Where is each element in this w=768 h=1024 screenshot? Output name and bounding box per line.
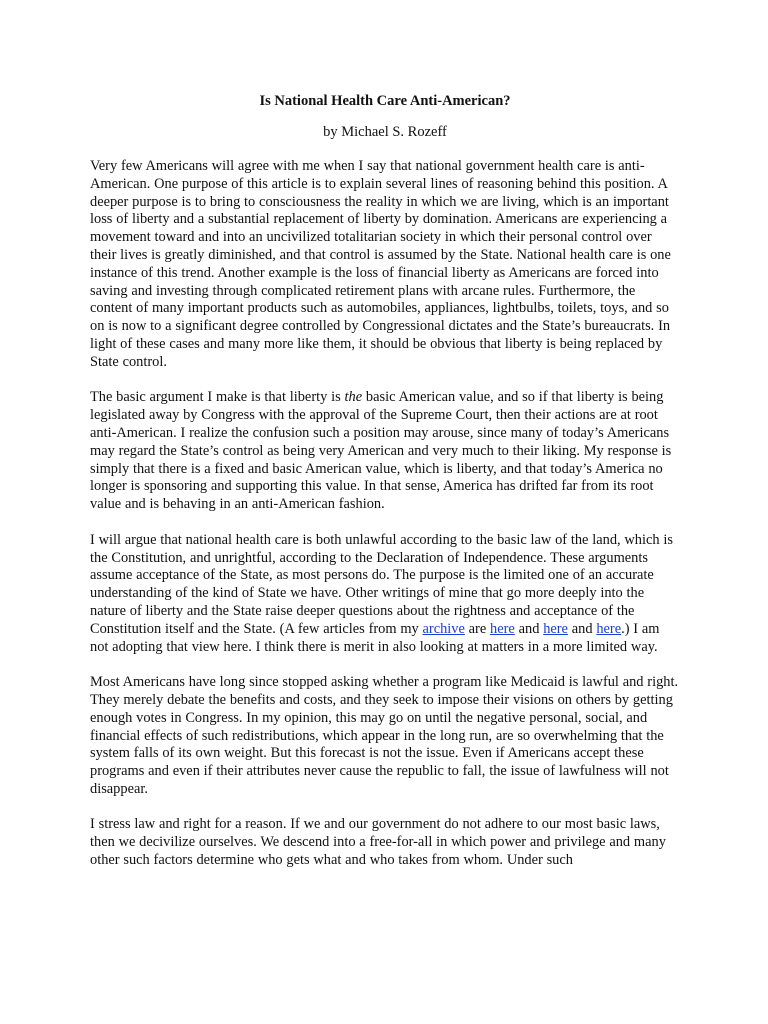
paragraph-2-text-a: The basic argument I make is that liberty is [90, 389, 345, 406]
paragraph-3-text-3: and [514, 620, 544, 637]
article-title: Is National Health Care Anti-American? [259, 93, 511, 109]
paragraph-3-text-5: .) I am not adopting that view here. I think there is merit in also looking at matters in a more limited way. [90, 620, 660, 655]
here-link-1[interactable]: here [490, 620, 515, 637]
archive-link[interactable]: archive [422, 620, 465, 637]
article-byline: by Michael S. Rozeff [323, 124, 447, 140]
paragraph-2-text-b: basic American value, and so if that liberty is being legislated away by Congress with the approval of the Supreme Court, then their actions are at root anti-American. I realize the confusion such a position may arouse, since many of today’s Americans may regard the State’s control as being very American and very much to their liking. My response is simply that there is a fixed and basic American value, which is liberty, and that today’s America no longer is sponsoring and supporting this value. In that sense, America has drifted far from its root value and is behaving in an anti-American fashion. [90, 389, 672, 513]
paragraph-3 [90, 532, 680, 657]
paragraph-3-text-2: are [464, 620, 491, 637]
paragraph-3-text-4: and [567, 620, 597, 637]
paragraph-2 [90, 389, 680, 514]
here-link-2[interactable]: here [543, 620, 568, 637]
paragraph-2-emphasis: the [344, 389, 363, 406]
paragraph-5: I stress law and right for a reason. If we and our government do not adhere to our most basic laws, then we decivilize ourselves. We descend into a free-for-all in which power and privilege and many other such factors determine who gets what and who takes from whom. Under such [90, 816, 666, 869]
paragraph-3-text-1: I will argue that national health care is both unlawful according to the basic law of the land, which is the Constitution, and unrightful, according to the Declaration of Independence. These arguments assume acceptance of the State, as most persons do. The purpose is the limited one of an accurate understanding of the kind of State we have. Other writings of mine that go more deeply into the nature of liberty and the State raise deeper questions about the rightness and acceptance of the Constitution itself and the State. (A few articles from my [90, 531, 673, 637]
paragraph-4: Most Americans have long since stopped asking whether a program like Medicaid is lawful and right. They merely debate the benefits and costs, and they seek to impose their visions on others by getting enough votes in Congress. In my opinion, this may go on until the negative personal, social, and financial effects of such redistributions, which appear in the long run, are so overwhelming that the system falls of its own weight. But this forecast is not the issue. Even if Americans accept these programs and even if their attributes never cause the republic to fall, the issue of lawfulness will not disappear. [90, 674, 679, 797]
here-link-3[interactable]: here [596, 620, 622, 637]
paragraph-1: Very few Americans will agree with me when I say that national government health care is anti-American. One purpose of this article is to explain several lines of reasoning behind this position. A deeper purpose is to bring to consciousness the reality in which we are living, which is an important loss of liberty and a substantial replacement of liberty by domination. Americans are experiencing a movement toward and into an uncivilized totalitarian society in which their personal control over their lives is greatly diminished, and that control is assumed by the State. National health care is one instance of this trend. Another example is the loss of financial liberty as Americans are forced into saving and investing through complicated retirement plans with arcane rules. Furthermore, the content of many important products such as automobiles, appliances, lightbulbs, toilets, toys, and so on is now to a significant degree controlled by Congressional dictates and the State’s bureaucrats. In light of these cases and many more like them, it should be obvious that liberty is being replaced by State control. [90, 158, 671, 370]
